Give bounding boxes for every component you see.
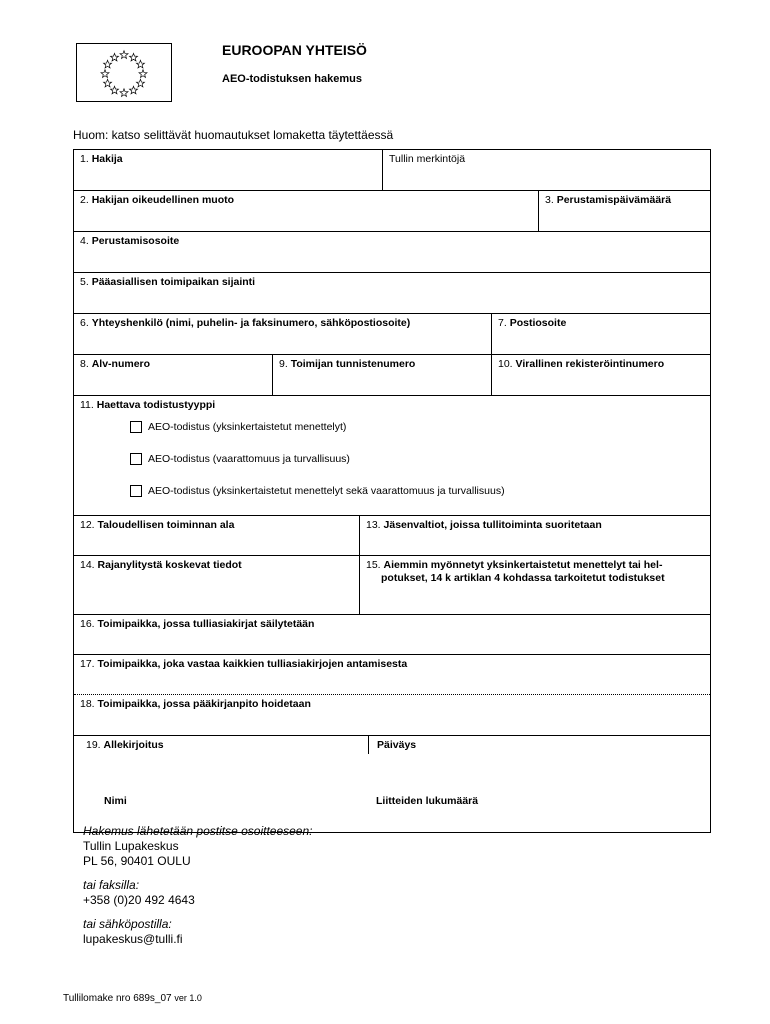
row-certificate-type — [74, 396, 710, 516]
field-contact-person-label: Yhteyshenkilö (nimi, puhelin- ja faksinumero, sähköpostiosoite) — [91, 317, 411, 329]
row-main-location — [74, 273, 710, 314]
fax-label: tai faksilla: — [83, 878, 140, 892]
star-icon — [120, 51, 128, 59]
instructions-note: Huom: katso selittävät huomautukset lomaketta täytettäessä — [73, 128, 394, 142]
application-form — [73, 149, 711, 833]
field-registration-number[interactable]: 10. Virallinen rekisteröintinumero — [491, 355, 712, 395]
form-version: ver 1.0 — [174, 993, 202, 1003]
field-border-crossing[interactable]: 14. Rajanylitystä koskevat tiedot — [80, 559, 242, 571]
field-establishment-date-label: Perustamispäivämäärä — [556, 194, 672, 206]
star-icon — [104, 79, 112, 87]
eu-stars-flag-icon — [77, 44, 173, 103]
checkbox-security[interactable] — [130, 453, 142, 465]
field-legal-form-label: Hakijan oikeudellinen muoto — [91, 194, 235, 206]
row-signature — [74, 736, 710, 832]
row-establishment-address — [74, 232, 710, 273]
star-icon — [111, 53, 119, 61]
field-attachments-label: Liitteiden lukumäärä — [376, 795, 479, 807]
field-previous-simplifications[interactable]: 15. Aiemmin myönnetyt yksinkertaistetut menettelyt tai hel- potukset, 14 k artiklan 4 kohdassa tarkoitetut todistukset — [359, 556, 712, 614]
option-label: AEO-todistus (yksinkertaistetut menettelyt sekä vaarattomuus ja turvallisuus) — [148, 485, 505, 497]
field-certificate-type-label: Haettava todistustyyppi — [96, 399, 216, 411]
field-applicant-label: Hakija — [91, 153, 123, 165]
option-label: AEO-todistus (vaarattomuus ja turvallisuus) — [148, 453, 350, 465]
field-establishment-address[interactable]: 4. Perustamisosoite — [80, 235, 180, 247]
field-records-location-label: Toimipaikka, jossa tulliasiakirjat säilytetään — [97, 618, 315, 630]
field-economic-activity-label: Taloudellisen toiminnan ala — [97, 519, 235, 531]
field-date-label: Päiväys — [377, 739, 417, 751]
post-label: Hakemus lähetetään postitse osoitteeseen: — [83, 824, 313, 838]
checkbox-simplified[interactable] — [130, 421, 142, 433]
field-signature-label: Allekirjoitus — [103, 739, 164, 751]
email-address[interactable]: lupakeskus@tulli.fi — [83, 932, 183, 946]
star-icon — [136, 60, 144, 68]
star-icon — [139, 70, 147, 78]
checkbox-combined[interactable] — [130, 485, 142, 497]
field-member-states[interactable]: 13. Jäsenvaltiot, joissa tullitoiminta suoritetaan — [359, 516, 712, 555]
field-bookkeeping-location[interactable]: 18. Toimipaikka, jossa pääkirjanpito hoidetaan — [80, 698, 311, 710]
field-main-location[interactable]: 5. Pääasiallisen toimipaikan sijainti — [80, 276, 256, 288]
field-postal-address-label: Postiosoite — [509, 317, 567, 329]
row-contact — [74, 314, 710, 355]
row-applicant — [74, 150, 710, 191]
mailing-instructions — [83, 824, 312, 947]
field-operator-id-label: Toimijan tunnistenumero — [290, 358, 416, 370]
field-previous-simplifications-label-cont: potukset, 14 k artiklan 4 kohdassa tarkoitetut todistukset — [381, 572, 665, 584]
option-security-safety[interactable] — [130, 453, 350, 465]
row-bookkeeping-location — [74, 695, 710, 736]
row-identifiers — [74, 355, 710, 396]
field-economic-activity[interactable]: 12. Taloudellisen toiminnan ala — [80, 519, 235, 531]
row-economic-activity — [74, 516, 710, 556]
form-identifier — [63, 993, 202, 1004]
row-declarations-location — [74, 655, 710, 695]
page-title: EUROOPAN YHTEISÖ — [222, 42, 367, 58]
post-recipient: Tullin Lupakeskus — [83, 839, 179, 853]
form-number: Tullilomake nro 689s_07 — [63, 993, 172, 1004]
row-records-location — [74, 615, 710, 655]
option-simplified-procedures[interactable] — [130, 421, 346, 433]
field-establishment-address-label: Perustamisosoite — [91, 235, 180, 247]
field-customs-notes-label: Tullin merkintöjä — [389, 153, 466, 165]
field-border-crossing-label: Rajanylitystä koskevat tiedot — [97, 559, 242, 571]
eu-flag-logo — [76, 43, 172, 102]
field-declarations-location[interactable]: 17. Toimipaikka, joka vastaa kaikkien tulliasiakirjojen antamisesta — [80, 658, 408, 670]
star-icon — [101, 70, 109, 78]
star-icon — [130, 86, 138, 94]
row-border-crossing — [74, 556, 710, 615]
option-label: AEO-todistus (yksinkertaistetut menettelyt) — [148, 421, 347, 433]
star-icon — [104, 60, 112, 68]
field-contact-person[interactable]: 6. Yhteyshenkilö (nimi, puhelin- ja faksinumero, sähköpostiosoite) — [80, 317, 411, 329]
fax-number: +358 (0)20 492 4643 — [83, 893, 195, 907]
field-bookkeeping-location-label: Toimipaikka, jossa pääkirjanpito hoidetaan — [97, 698, 311, 710]
star-icon — [111, 86, 119, 94]
email-label: tai sähköpostilla: — [83, 917, 172, 931]
field-previous-simplifications-label: Aiemmin myönnetyt yksinkertaistetut menettelyt tai hel- — [383, 559, 663, 571]
field-vat-number[interactable]: 8. Alv-numero — [80, 358, 151, 370]
field-vat-number-label: Alv-numero — [91, 358, 151, 370]
star-icon — [120, 89, 128, 97]
field-operator-id[interactable]: 9. Toimijan tunnistenumero — [272, 355, 491, 395]
page-subtitle: AEO-todistuksen hakemus — [222, 73, 362, 85]
field-applicant[interactable]: 1. Hakija — [80, 153, 123, 165]
option-combined[interactable] — [130, 485, 505, 497]
field-member-states-label: Jäsenvaltiot, joissa tullitoiminta suoritetaan — [383, 519, 602, 531]
field-signature[interactable]: 19. Allekirjoitus — [86, 739, 164, 751]
post-address: PL 56, 90401 OULU — [83, 854, 191, 868]
field-legal-form[interactable]: 2. Hakijan oikeudellinen muoto — [80, 194, 235, 206]
star-icon — [130, 53, 138, 61]
field-registration-number-label: Virallinen rekisteröintinumero — [515, 358, 665, 370]
row-legal-form — [74, 191, 710, 232]
field-certificate-type: 11. Haettava todistustyyppi — [80, 399, 216, 411]
field-establishment-date[interactable]: 3. Perustamispäivämäärä — [538, 191, 712, 231]
star-icon — [136, 79, 144, 87]
field-name-label: Nimi — [104, 795, 127, 807]
field-records-location[interactable]: 16. Toimipaikka, jossa tulliasiakirjat säilytetään — [80, 618, 315, 630]
field-declarations-location-label: Toimipaikka, joka vastaa kaikkien tulliasiakirjojen antamisesta — [97, 658, 408, 670]
field-postal-address[interactable]: 7. Postiosoite — [491, 314, 712, 354]
field-date[interactable] — [368, 736, 712, 754]
field-customs-notes[interactable] — [382, 150, 712, 190]
field-main-location-label: Pääasiallisen toimipaikan sijainti — [91, 276, 256, 288]
